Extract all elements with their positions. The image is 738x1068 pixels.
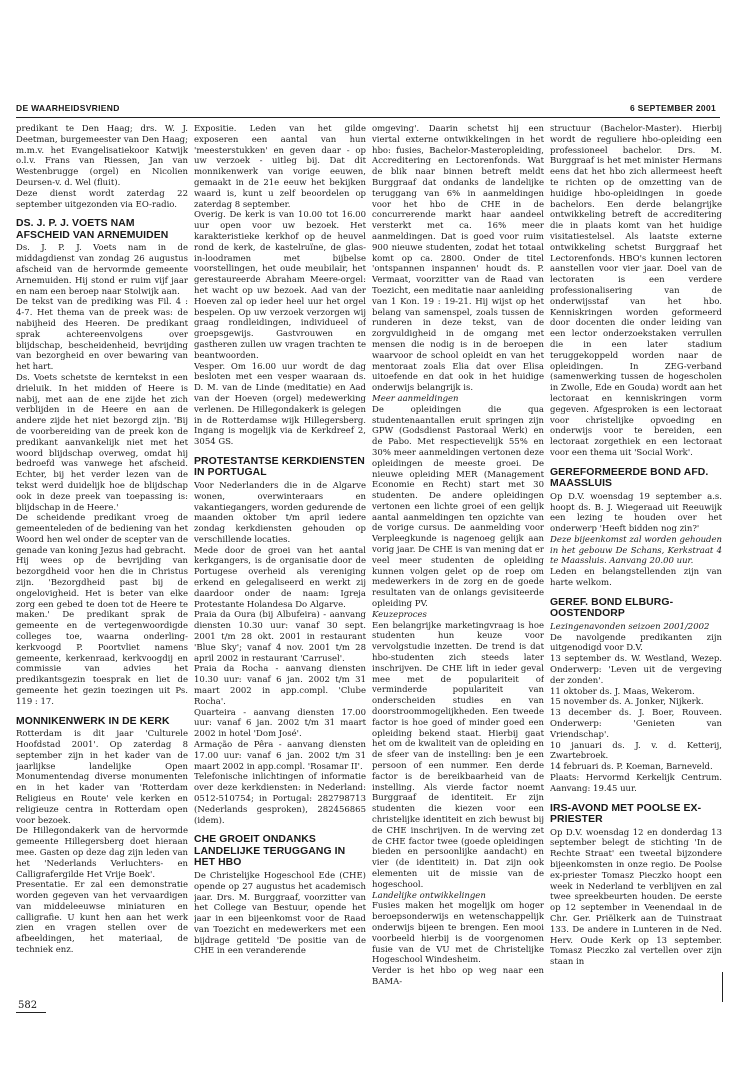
paragraph: De Hillegondakerk van de hervormde gemeente Hillegersberg doet hieraan mee. Gasten op deze dag zijn leden van het 'Nederlands Verluchters- en Calligrafergilde Het Vrije Boek'. xyxy=(16,826,188,880)
subheading: Lezingenavonden seizoen 2001/2002 xyxy=(550,621,710,632)
subheading: Meer aanmeldingen xyxy=(372,393,459,404)
article-heading-voets: DS. J. P. J. VOETS NAM AFSCHEID VAN ARNEMUIDEN xyxy=(16,218,169,241)
paragraph: Rotterdam is dit jaar 'Culturele Hoofdstad 2001'. Op zaterdag 8 september zijn in het kader van de jaarlijkse landelijke Open Monumentendag diverse monumenten en in het kader van 'Rotterdam Religieus en Route' vele kerken en religieuze centra in Rotterdam open voor bezoek. xyxy=(16,729,188,826)
list-item: 14 februari ds. P. Koeman, Barneveld. xyxy=(550,762,713,773)
publication-name: DE WAARHEIDSVRIEND xyxy=(16,103,120,113)
paragraph: Leden en belangstellenden zijn van harte welkom. xyxy=(550,567,722,589)
article-heading-irs: IRS-AVOND MET POOLSE EX-PRIESTER xyxy=(550,802,702,826)
paragraph: De tekst van de prediking was Fil. 4 : 4-7. Het thema van de preek was: de nabijheid des Heeren. De predikant sprak achtereenvolgens over blijdschap, bescheidenheid, bevrijding van bezorgheid en over bewaring van het hart. xyxy=(16,297,188,373)
paragraph: Overig. De kerk is van 10.00 tot 16.00 uur open voor uw bezoek. Het karakteristieke kerkhof op de heuvel rond de kerk, de kastelruïne, de glas-in-loodramen met bijbelse voorstellingen, het oude meubilair, het gerestaureerde Abraham Meere-orgel: het wacht op uw bezoek. Aad van der Hoeven zal op ieder heel uur het orgel bespelen. Op uw verzoek verzorgen wij graag rondleidingen, individueel of groepsgewijs. Gastvrouwen en gastheren zullen uw vragen trachten te beantwoorden. xyxy=(194,210,366,361)
subheading: Landelijke ontwikkelingen xyxy=(372,890,486,901)
column-3 xyxy=(372,124,544,1004)
paragraph: Een belangrijke marketingvraag is hoe studenten hun keuze voor vervolgstudie inzetten. De trend is dat hbo-studenten zich steeds later inschrijven. De CHE lift in ieder geval mee met de populariteit of verminderde populariteit van onderscheiden studies en van doorstroommogelijkheden. Een tweede factor is hoe goed of minder goed een opleiding bekend staat. Hierbij gaat het om de kwaliteit van de opleiding en de sfeer van de instelling: ben je een persoon of een nummer. Een derde factor is de bereikbaarheid van de instelling. Als vierde factor noemt Burggraaf de identiteit. Er zijn studenten die kiezen voor een christelijke identiteit en zich bewust bij de CHE inschrijven. In de werving zet de CHE factor twee (goede opleidingen bieden en persoonlijke aandacht) en vier (de identiteit) in. Dat zijn ook elementen uit de missie van de hogeschool. xyxy=(372,620,544,890)
header-rule xyxy=(16,117,720,118)
article-heading-maassluis: GEREFORMEERDE BOND AFD. MAASSLUIS xyxy=(550,466,709,490)
paragraph: Praia da Rocha - aanvang diensten 10.30 uur: vanaf 6 jan. 2002 t/m 31 maart 2002 in app.compl. 'Clube Rocha'. xyxy=(194,664,366,707)
paragraph: Fusies maken het mogelijk om hoger beroepsonderwijs en wetenschappelijk onderwijs bijeen te brengen. Een mooi voorbeeld hierbij is de voorgenomen fusie van de VU met de Christelijke Hogeschool Windesheim. xyxy=(372,901,544,966)
list-item: 13 september ds. W. Westland, Wezep. Onderwerp: 'Leven uit de vergeving der zonden'. xyxy=(550,654,722,686)
column-2 xyxy=(194,124,366,1004)
page-number: 582 xyxy=(18,1000,38,1011)
paragraph: Vesper. Om 16.00 uur wordt de dag besloten met een vesper waaraan ds. D. M. van de Linde (meditatie) en Aad van der Hoeven (orgel) medewerking verlenen. De Hillegondakerk is gelegen in de Rotterdamse wijk Hillegersberg. Ingang is mogelijk via de Kerkdreef 2, 3054 GS. xyxy=(194,361,366,448)
paragraph: Praia da Oura (bij Albufeira) - aanvang diensten 10.30 uur: vanaf 30 sept. 2001 t/m 28 okt. 2001 in restaurant 'Blue Sky'; vanaf 4 nov. 2001 t/m 28 april 2002 in restaurant 'Carrusel'. xyxy=(194,610,366,664)
paragraph: Op D.V. woensdag 19 september a.s. hoopt ds. B. J. Wiegeraad uit Reeuwijk een lezing te houden over het onderwerp 'Heeft bidden nog zin?' xyxy=(550,491,722,535)
paragraph: omgeving'. Daarin schetst hij een viertal externe ontwikkelingen in het hbo: fusies, Bachelor-Masteropleiding, Accreditering en Lectorenfonds. Wat de blik naar binnen betreft meldt Burggraaf dat ondanks de landelijke teruggang van 6% in aanmeldingen voor het hbo de CHE in de concurrerende markt haar aandeel versterkt met ca. 16% meer aanmeldingen. Dat is goed voor ruim 900 nieuwe studenten, zodat het totaal komt op ca. 2800. Onder de titel 'ontspannen inspannen' houdt ds. P. Vermaat, voorzitter van de Raad van Toezicht, een meditatie naar aanleiding van 1 Kon. 19 : 19-21. Hij wijst op het belang van samenspel, zoals tussen de runderen in deze tekst, van de zorgvuldigheid in de omgang met mensen die nodig is in de beroepen waarvoor de school opleidt en van het mentoraat zoals Elia dat over Elisa uitoefende en dat ook in het huidige onderwijs belangrijk is. xyxy=(372,124,544,394)
paragraph: Deze bijeenkomst zal worden gehouden in het gebouw De Schans, Kerkstraat 4 te Maassluis. Aanvang 20.00 uur. xyxy=(550,534,722,567)
paragraph: Expositie. Leden van het gilde exposeren een aantal van hun 'meesterstukken' en geven daar - op uw verzoek - uitleg bij. Dat dit monnikenwerk van vorige eeuwen, gemaakt in de 21e eeuw het bekijken waard is, kunt u zelf beoordelen op zaterdag 8 september. xyxy=(194,124,366,210)
paragraph: Quarteira - aanvang diensten 17.00 uur: vanaf 6 jan. 2002 t/m 31 maart 2002 in hotel 'Dom José'. xyxy=(194,707,366,740)
paragraph: Ds. J. P. J. Voets nam in de middagdienst van zondag 26 augustus afscheid van de hervormde gemeente Arnemuiden. Hij stond er ruim vijf jaar en nam een beroep naar Stolwijk aan. xyxy=(16,243,188,297)
article-heading-monnikenwerk: MONNIKENWERK IN DE KERK xyxy=(16,715,170,727)
paragraph: Deze dienst wordt zaterdag 22 september uitgezonden via EO-radio. xyxy=(16,188,188,210)
paragraph: De scheidende predikant vroeg de gemeenteleden of de bediening van het Woord hen wel onder de scepter van de genade van koning Jezus had gebracht. xyxy=(16,513,188,556)
subheading: Keuzeproces xyxy=(372,609,427,620)
paragraph: Mede door de groei van het aantal kerkgangers, is de organisatie door de Portugese overheid als vereniging erkend en gelegaliseerd en werkt zij daardoor onder de naam: Igreja Protestante Holandesa Do Algarve. xyxy=(194,545,366,610)
paragraph: predikant te Den Haag; drs. W. J. Deetman, burgemeester van Den Haag; m.m.v. het Evangelisatiekoor Katwijk o.l.v. Frans van Riessen, Jan van Westenbrugge (orgel) en Nicolien Deursen-v. d. Wel (fluit). xyxy=(16,124,188,188)
paragraph: Ds. Voets schetste de kerntekst in een drieluik. In het midden of Heere is nabij, met aan de ene zijde het zich verblijden in de Heere en aan de andere zijde het niet bezorgd zijn. 'Bij de voorbereiding van de preek kon de predikant aanvankelijk niet met het woord blijdschap overweg, omdat hij bedroefd was vanwege het afscheid. Echter, bij het verder lezen van de tekst werd duidelijk hoe de blijdschap ook in deze preek van toepassing is: blijdschap in de Heere.' xyxy=(16,372,188,513)
article-heading-portugal: PROTESTANTSE KERKDIENSTEN IN PORTUGAL xyxy=(194,455,365,479)
list-item: 11 oktober ds. J. Maas, Wekerom. xyxy=(550,686,695,697)
paragraph: Presentatie. Er zal een demonstratie worden gegeven van het vervaardigen van middeleeuwse miniaturen en calligrafie. U kunt hen aan het werk zien en vragen stellen over de afbeeldingen, het materiaal, de techniek enz. xyxy=(16,880,188,956)
list-item: 10 januari ds. J. v. d. Ketterij, Zwartebroek. xyxy=(550,740,722,762)
paragraph: De navolgende predikanten zijn uitgenodigd voor D.V. xyxy=(550,632,722,654)
paragraph: Telefonische inlichtingen of informatie over deze kerkdiensten: in Nederland: 0512-510754; in Portugal: 282798713 (Nederlands gesproken), 282456865 (idem). xyxy=(194,772,366,826)
paragraph: De Christelijke Hogeschool Ede (CHE) opende op 27 augustus het academisch jaar. Drs. M. Burggraaf, voorzitter van het College van Bestuur, opende het jaar in een bijeenkomst voor de Raad van Toezicht en medewerkers met een bijdrage getiteld 'De positie van de CHE in een veranderende xyxy=(194,870,366,957)
list-item: 13 december ds. J. Boer, Rouveen. Onderwerp: 'Genieten van Vriendschap'. xyxy=(550,708,722,740)
page-header xyxy=(16,103,716,115)
paragraph: Verder is het hbo op weg naar een BAMA- xyxy=(372,966,544,987)
paragraph: Plaats: Hervormd Kerkelijk Centrum. Aanvang: 19.45 uur. xyxy=(550,773,722,794)
paragraph: Hij wees op de bevrijding van bezorgdheid voor hen die in Christus zijn. 'Bezorgdheid past bij de ongelovigheid. Het is beter van elke zorg een gebed te doen tot de Heere te maken.' De predikant sprak de gemeente en de vertegenwoordigde colleges toe, waarna onderling-kerkvoogd P. Poortvliet namens gemeente, kerkenraad, kerkvoogdij en commissie van advies het predikantsgezin toesprak en liet de gemeente het gezin toezingen uit Ps. 119 : 17. xyxy=(16,556,188,707)
column-edge-mark xyxy=(722,972,723,1002)
column-4 xyxy=(550,124,722,1004)
page-number-rule xyxy=(16,1012,46,1013)
column-1 xyxy=(16,124,188,1004)
paragraph: Op D.V. woensdag 12 en donderdag 13 september belegt de stichting 'In de Rechte Straat' een tweetal bijzondere bijeenkomsten in onze regio. De Poolse ex-priester Tomasz Pieczko hoopt een week in Nederland te verblijven en zal twee spreekbeurten houden. De eerste op 12 september in Veenendaal in de Chr. Ger. Priëlkerk aan de Tuinstraat 133. De andere in Lunteren in de Ned. Herv. Oude Kerk op 13 september. Tomasz Pieczko zal vertellen over zijn staan in xyxy=(550,827,722,968)
list-item: 15 november ds. A. Jonker, Nijkerk. xyxy=(550,697,704,708)
paragraph: Voor Nederlanders die in de Algarve wonen, overwinteraars en vakantiegangers, worden gedurende de maanden oktober t/m april iedere zondag kerkdiensten gehouden op verschillende locaties. xyxy=(194,480,366,545)
paragraph: De opleidingen die qua studentenaantallen eruit springen zijn GPW (Godsdienst Pastoraal Werk) en de Pabo. Met respectievelijk 55% en 30% meer aanmeldingen vertonen deze opleidingen de meeste groei. De nieuwe opleiding MER (Management Economie en Recht) start met 30 studenten. De andere opleidingen vertonen een lichte groei of een gelijk aantal aanmeldingen ten opzichte van de vorige cursus. De aanmelding voor Verpleegkunde is nagenoeg gelijk aan vorig jaar. De CHE is van mening dat er veel meer studenten de opleiding kunnen volgen gelet op de roep om medewerkers in de zorg en de goede resultaten van de onlangs gevisiteerde opleiding PV. xyxy=(372,404,544,610)
article-heading-oostendorp: GEREF. BOND ELBURG-OOSTENDORP xyxy=(550,596,674,620)
paragraph: Armação de Pêra - aanvang diensten 17.00 uur: vanaf 6 jan. 2002 t/m 31 maart 2002 in app.compl. 'Rosamar II'. xyxy=(194,740,366,772)
paragraph: structuur (Bachelor-Master). Hierbij wordt de reguliere hbo-opleiding een professioneel bachelor. Drs. M. Burggraaf is het met minister Hermans eens dat het hbo zich allermeest heeft te richten op de omzetting van de huidige hbo-opleidingen in goede bachelors. Een derde belangrijke ontwikkeling betreft de accreditering die in plaats komt van het huidige visitatiestelsel. Als laatste externe ontwikkeling schetst Burggraaf het Lectorenfonds. HBO's kunnen lectoren aanstellen voor vier jaar. Doel van de lectoraten is een verdere professionalisering van de onderwijsstaf van het hbo. Kenniskringen worden geformeerd door docenten die onder leiding van een lector onderzoekstaken verrullen die in een later stadium teruggekoppeld worden naar de opleidingen. In ZEG-verband (samenwerking tussen de hogescholen in Zwolle, Ede en Gouda) wordt aan het lectoraat en kenniskringen vorm gegeven. Afgesproken is een lectoraat voor christelijke opvoeding en onderwijs voor te bereiden, een lectoraat zorgethiek en een lectoraat voor een thema uit 'Social Work'. xyxy=(550,124,722,458)
issue-date: 6 SEPTEMBER 2001 xyxy=(629,103,716,113)
article-heading-che: CHE GROEIT ONDANKS LANDELIJKE TERUGGANG IN HET HBO xyxy=(194,834,346,869)
